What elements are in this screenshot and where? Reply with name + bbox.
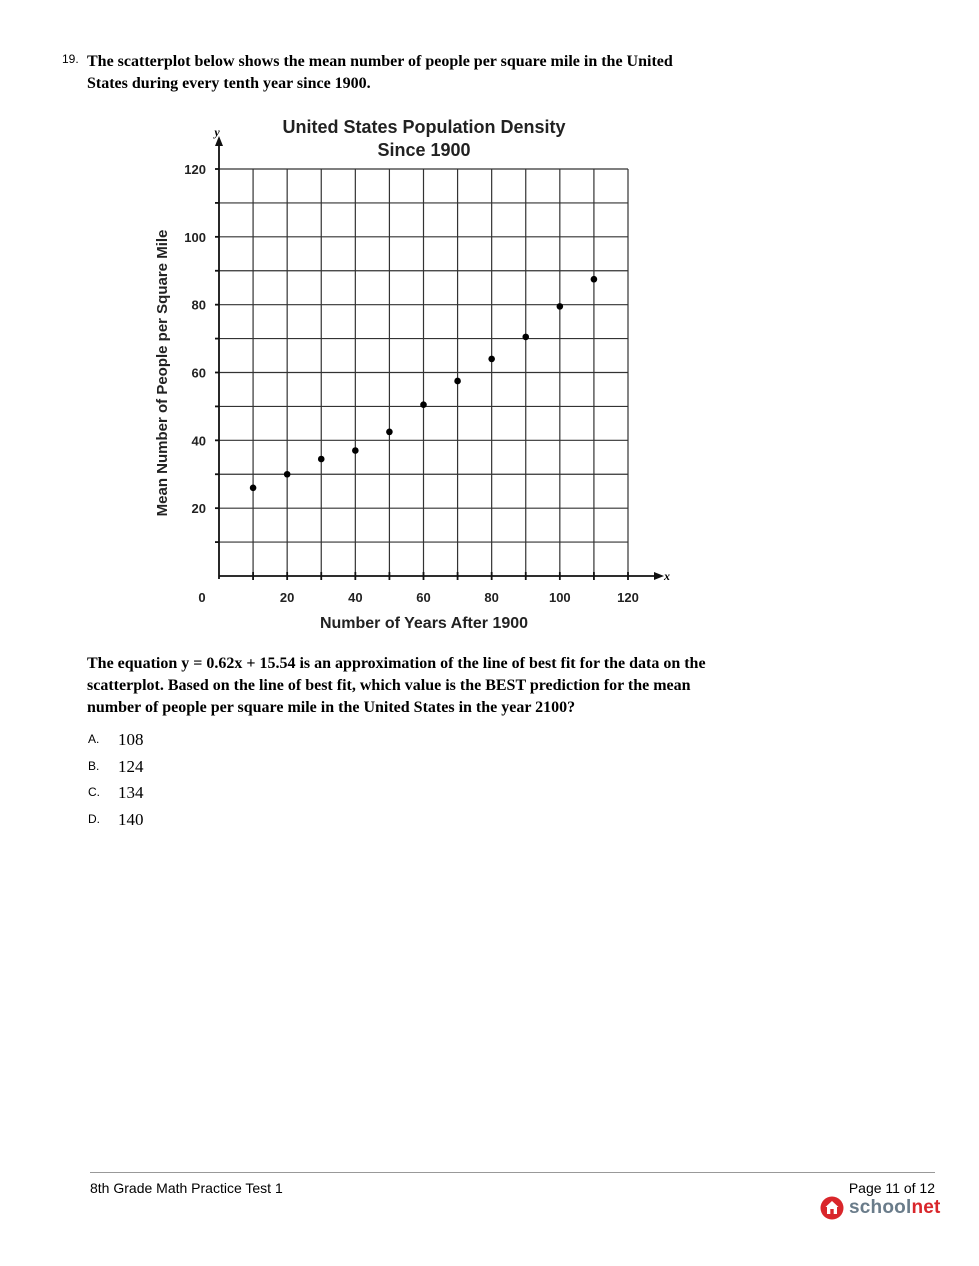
question-text-line: States during every tenth year since 1900. xyxy=(87,75,371,92)
choice-letter: D. xyxy=(88,812,100,827)
x-tick-label: 80 xyxy=(484,590,499,605)
data-point xyxy=(591,276,598,283)
data-point xyxy=(386,429,393,436)
question-text-line: The scatterplot below shows the mean number of people per square mile in the United xyxy=(87,53,673,70)
x-tick-label: 120 xyxy=(617,590,639,605)
data-point xyxy=(522,334,529,341)
logo-text xyxy=(849,1197,941,1219)
footer-test-title: 8th Grade Math Practice Test 1 xyxy=(90,1180,283,1196)
followup-text-line: number of people per square mile in the United States in the year 2100? xyxy=(87,699,576,716)
y-tick-label: 40 xyxy=(191,433,206,449)
y-tick-label: 80 xyxy=(191,297,206,313)
x-tick-label: 0 xyxy=(198,590,206,605)
footer-divider xyxy=(90,1172,935,1173)
y-tick-label: 20 xyxy=(191,501,206,517)
x-tick-label: 40 xyxy=(348,590,363,605)
x-axis-arrow xyxy=(654,572,664,580)
x-tick-label: 60 xyxy=(416,590,431,605)
chart-grid xyxy=(219,169,628,576)
y-tick-label: 100 xyxy=(184,229,206,245)
choice-value: 140 xyxy=(118,810,144,830)
question-number: 19. xyxy=(62,52,79,66)
y-tick-label: 60 xyxy=(191,365,206,381)
y-tick-label: 120 xyxy=(184,162,206,177)
followup-text-line: The equation y = 0.62x + 15.54 is an approximation of the line of best fit for the data on the xyxy=(87,655,706,672)
choice-letter: C. xyxy=(88,785,100,800)
choice-letter: A. xyxy=(88,732,100,746)
data-point xyxy=(454,378,461,385)
choice-value: 134 xyxy=(118,783,144,803)
y-tick-labels xyxy=(184,162,206,516)
data-point xyxy=(488,356,495,363)
chart-title-line-1: United States Population Density xyxy=(282,117,566,137)
x-axis-label: Number of Years After 1900 xyxy=(319,615,529,632)
followup-text xyxy=(87,653,847,719)
logo-text-accent: net xyxy=(911,1197,941,1218)
data-point xyxy=(557,303,564,310)
logo-text-main: school xyxy=(849,1197,912,1218)
chart-title-line-2: Since 1900 xyxy=(377,140,471,160)
choice-value: 124 xyxy=(118,756,144,776)
schoolnet-logo xyxy=(820,1195,941,1221)
scatterplot-chart xyxy=(140,108,680,638)
data-point xyxy=(284,471,291,478)
data-point xyxy=(420,401,427,408)
y-axis-label: Mean Number of People per Square Mile xyxy=(154,229,171,517)
question-text xyxy=(87,51,787,95)
data-point xyxy=(318,456,325,463)
data-point xyxy=(352,447,359,454)
x-tick-label: 100 xyxy=(548,590,571,605)
home-icon xyxy=(820,1196,844,1220)
footer-page-number: Page 11 of 12 xyxy=(848,1180,935,1196)
choice-value: 108 xyxy=(118,730,144,749)
y-axis-letter: y xyxy=(214,125,220,139)
choice-letter: B. xyxy=(88,758,100,773)
x-tick-label: 20 xyxy=(279,590,295,605)
data-point xyxy=(250,485,257,492)
followup-text-line: scatterplot. Based on the line of best fit, which value is the BEST prediction for the mean xyxy=(87,677,691,694)
x-tick-labels xyxy=(198,590,638,605)
x-axis-letter: x xyxy=(664,569,670,583)
